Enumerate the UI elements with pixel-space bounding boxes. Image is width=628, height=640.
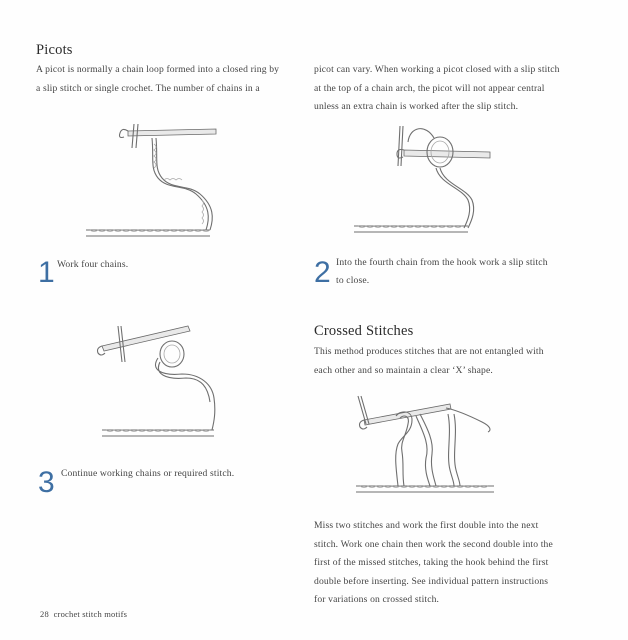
step-3-caption <box>61 465 291 483</box>
picots-continued-line: at the top of a chain arch, the picot will not appear central <box>314 82 545 94</box>
picots-continued-line: picot can vary. When working a picot closed with a slip stitch <box>314 64 560 75</box>
picots-continued <box>314 61 572 117</box>
crossed-stitch-illustration <box>350 392 500 502</box>
step-3-caption-line: Continue working chains or required stitch. <box>61 468 235 479</box>
crossed-body-line: stitch. Work one chain then work the second double into the <box>314 538 553 550</box>
crossed-body-line: Miss two stitches and work the first double into the next <box>314 520 539 531</box>
picots-heading: Picots <box>36 42 73 58</box>
picots-intro-line: a slip stitch or single crochet. The number of chains in a <box>36 82 260 94</box>
picot-step2-illustration <box>348 118 498 243</box>
crossed-body <box>314 517 572 610</box>
crossed-intro <box>314 343 572 380</box>
page-footer <box>40 609 127 619</box>
crossed-stitches-heading: Crossed Stitches <box>314 323 414 339</box>
step-3-number: 3 <box>38 466 55 499</box>
footer-section-title: crochet stitch motifs <box>53 609 128 619</box>
picot-step1-illustration <box>84 118 234 248</box>
crossed-body-line: first of the missed stitches, taking the hook behind the first <box>314 557 549 568</box>
step-1-caption <box>57 256 287 274</box>
crossed-intro-line: This method produces stitches that are not entangled with <box>314 346 544 357</box>
step-1-caption-line: Work four chains. <box>57 259 129 270</box>
step-2-caption <box>336 254 576 290</box>
picots-intro <box>36 61 292 98</box>
page-number: 28 <box>40 609 49 619</box>
step-2-caption-line: Into the fourth chain from the hook work a slip stitch <box>336 257 548 268</box>
picots-continued-line: unless an extra chain is worked after the slip stitch. <box>314 101 519 112</box>
picots-intro-line: A picot is normally a chain loop formed into a closed ring by <box>36 64 280 75</box>
step-2-caption-line: to close. <box>336 275 370 286</box>
crossed-intro-line: each other and so maintain a clear ‘X’ shape. <box>314 364 493 376</box>
step-1-number: 1 <box>38 256 55 289</box>
crossed-body-line: double before inserting. See individual pattern instructions <box>314 575 549 587</box>
crossed-body-line: for variations on crossed stitch. <box>314 594 440 605</box>
step-2-number: 2 <box>314 256 331 289</box>
picot-step3-illustration <box>92 318 242 443</box>
